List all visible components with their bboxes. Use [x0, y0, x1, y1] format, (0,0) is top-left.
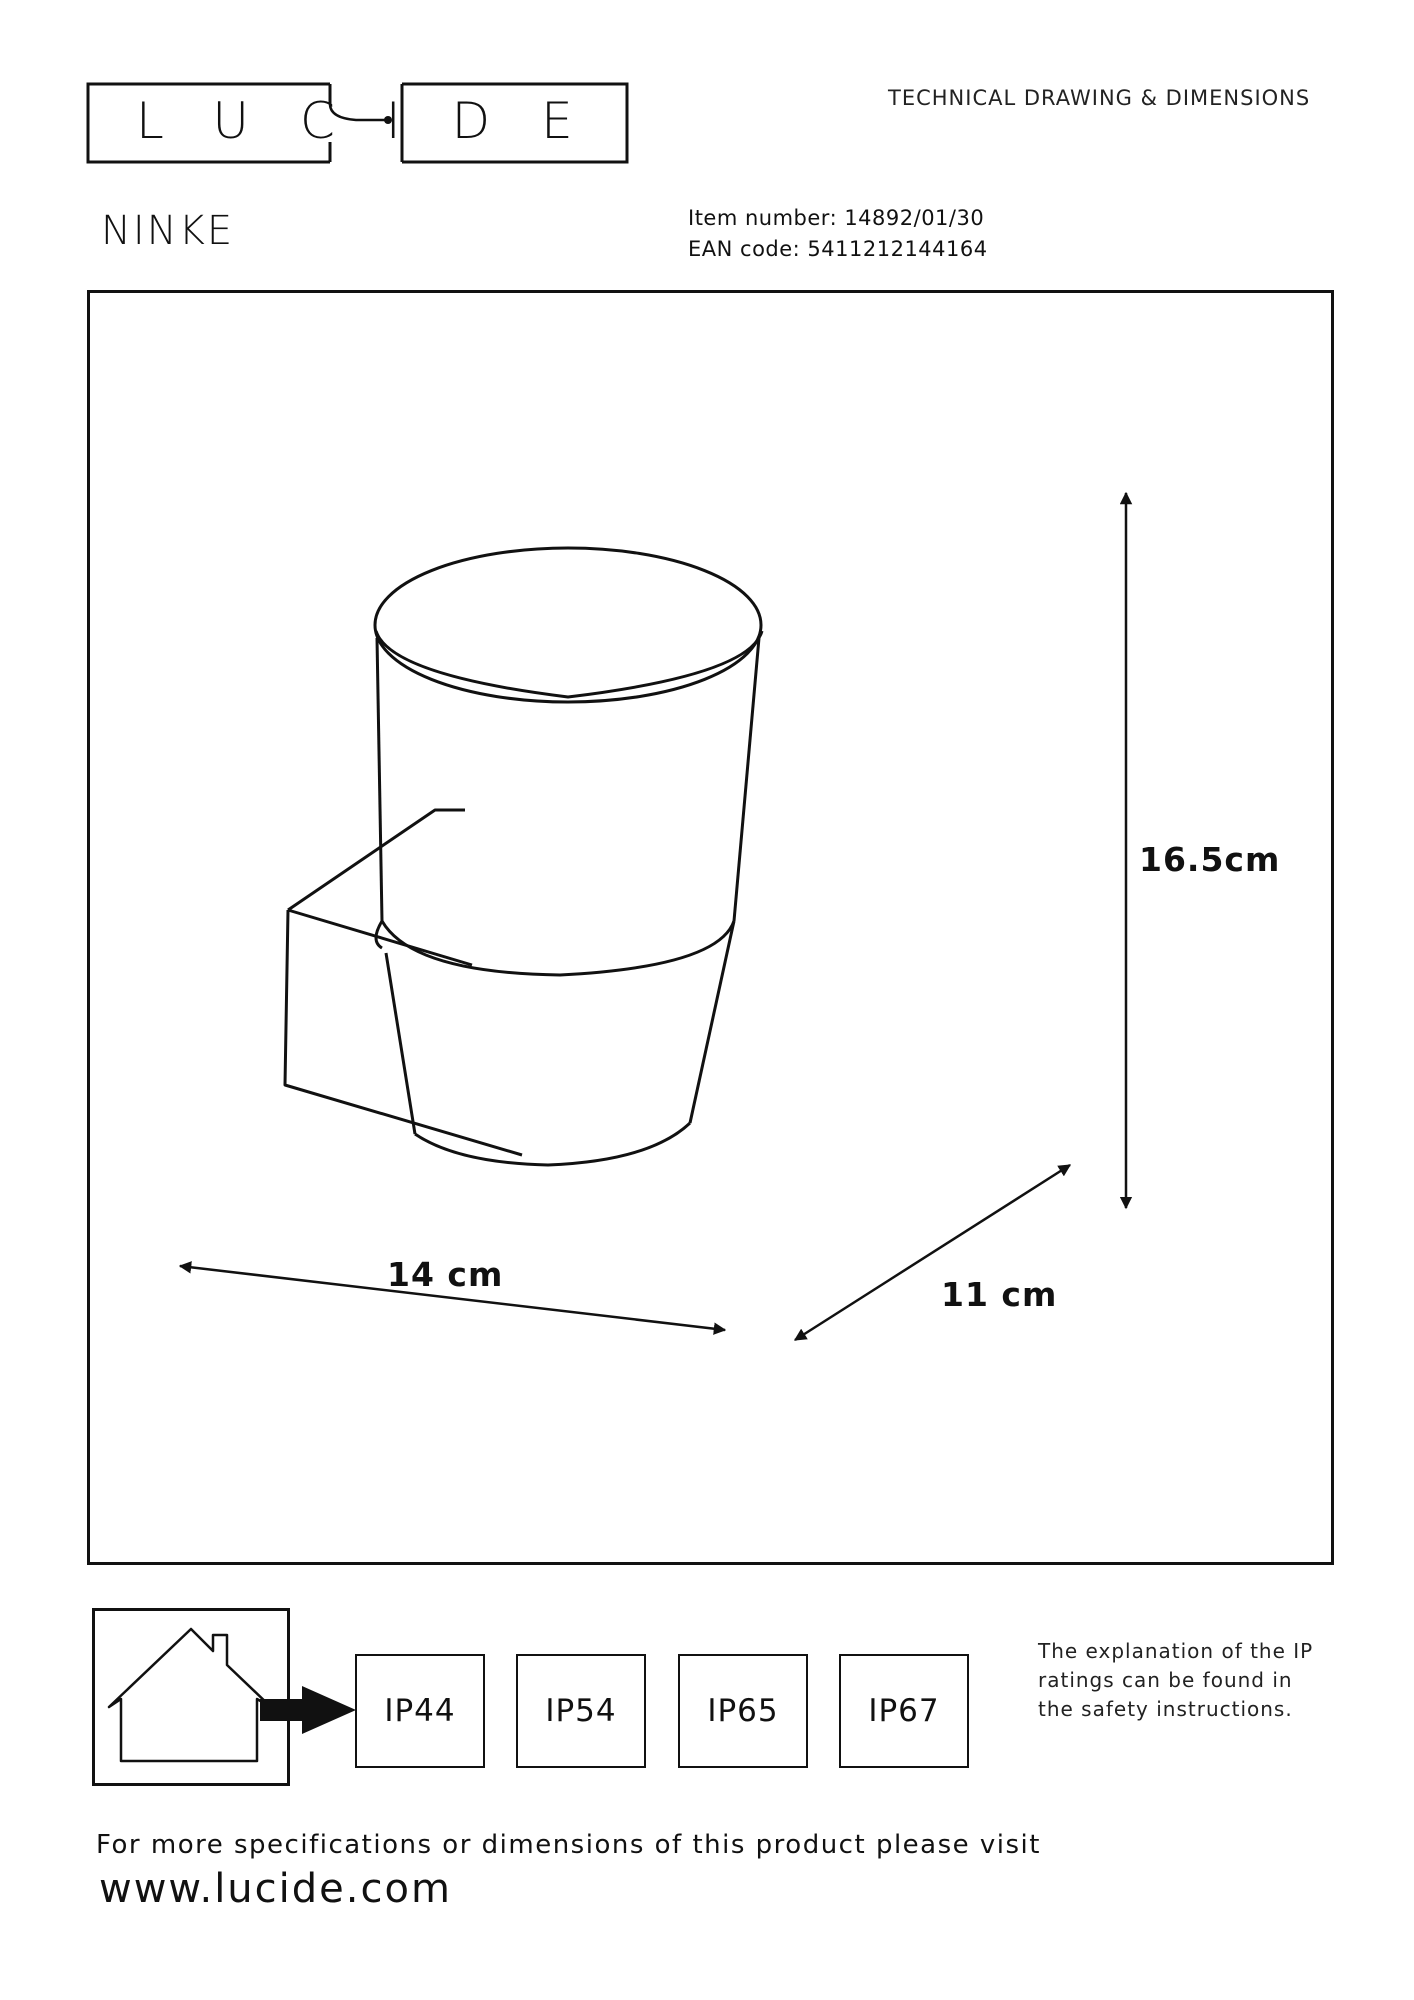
ip-rating-ip65: IP65	[678, 1654, 808, 1768]
lamp-drawing	[90, 293, 1331, 1562]
lamp-outline	[285, 548, 762, 1165]
product-name: NINKE	[101, 208, 235, 254]
house-icon	[95, 1611, 287, 1783]
footer-text: For more specifications or dimensions of this product please visit	[96, 1830, 1041, 1860]
width-label: 14 cm	[387, 1255, 504, 1294]
ip-rating-ip54: IP54	[516, 1654, 646, 1768]
logo-text: LUCIDE	[136, 92, 624, 150]
depth-label: 11 cm	[941, 1275, 1058, 1314]
ip-rating-ip44: IP44	[355, 1654, 485, 1768]
technical-drawing-frame	[87, 290, 1334, 1565]
item-number: Item number: 14892/01/30	[688, 206, 985, 230]
arrow-right-icon	[260, 1682, 358, 1738]
page-header-title: TECHNICAL DRAWING & DIMENSIONS	[888, 86, 1311, 110]
lucide-logo	[86, 80, 631, 168]
ean-code: EAN code: 5411212144164	[688, 237, 988, 261]
height-label: 16.5cm	[1139, 840, 1281, 879]
ip-rating-note: The explanation of the IP ratings can be found in the safety instructions.	[1038, 1639, 1314, 1721]
footer-url-link[interactable]: www.lucide.com	[99, 1866, 452, 1912]
ip-rating-ip67: IP67	[839, 1654, 969, 1768]
